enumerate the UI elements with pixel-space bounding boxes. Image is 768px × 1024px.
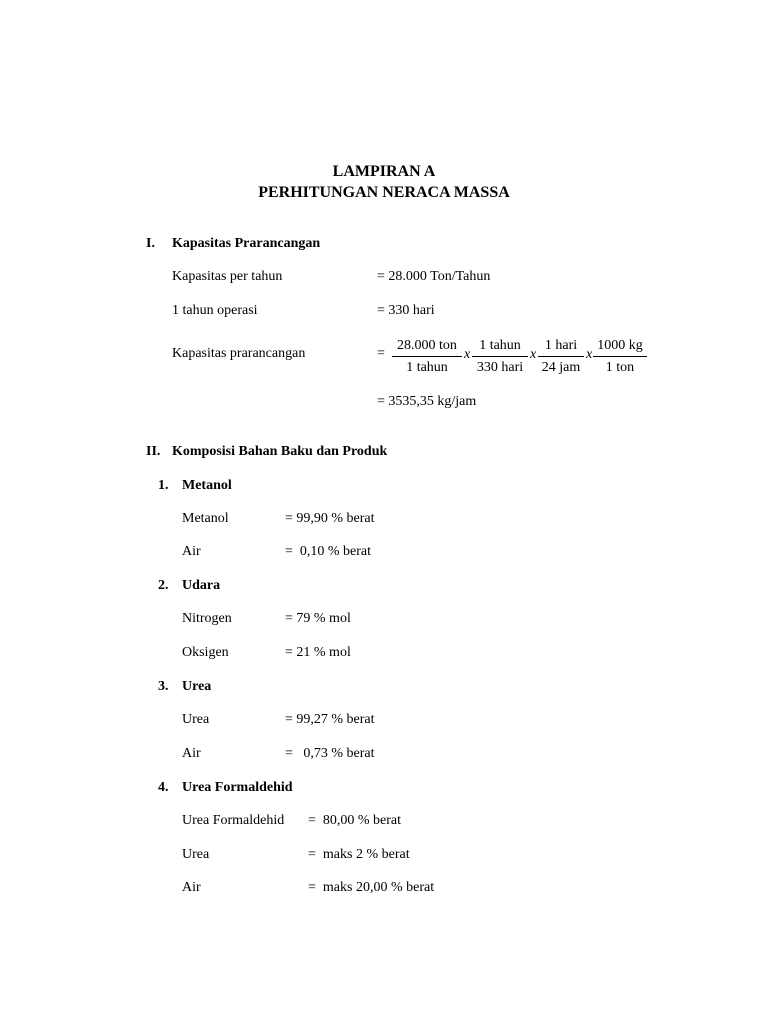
section1-number: I.	[146, 236, 155, 251]
group4-title: Urea Formaldehid	[182, 780, 293, 795]
fraction-2-denominator: 330 hari	[476, 360, 524, 375]
urea-air-label: Air	[182, 746, 201, 761]
times-sign-3: x	[586, 347, 593, 362]
times-sign-1: x	[464, 347, 471, 362]
capacity-per-year-value: = 28.000 Ton/Tahun	[377, 269, 491, 284]
nitrogen-value: = 79 % mol	[285, 611, 351, 626]
urea-formaldehid-value: = 80,00 % berat	[308, 813, 402, 828]
operation-year-label: 1 tahun operasi	[172, 303, 258, 318]
formula-equals: =	[377, 346, 385, 361]
urea-formaldehid-label: Urea Formaldehid	[182, 813, 285, 828]
section2-title: Komposisi Bahan Baku dan Produk	[172, 444, 388, 459]
capacity-per-year-label: Kapasitas per tahun	[172, 269, 283, 284]
fraction-3-denominator: 24 jam	[541, 360, 581, 375]
page-title-line2: PERHITUNGAN NERACA MASSA	[258, 184, 510, 201]
operation-year-value: = 330 hari	[377, 303, 435, 318]
group2-number: 2.	[158, 578, 169, 593]
design-capacity-label: Kapasitas prarancangan	[172, 346, 306, 361]
uf-air-label: Air	[182, 880, 201, 895]
group1-title: Metanol	[182, 478, 232, 493]
uf-air-value: = maks 20,00 % berat	[308, 880, 435, 895]
fraction-3	[538, 338, 584, 376]
urea-value: = 99,27 % berat	[285, 712, 375, 727]
metanol-label: Metanol	[182, 511, 229, 526]
metanol-air-value: = 0,10 % berat	[285, 544, 372, 559]
group4-number: 4.	[158, 780, 169, 795]
metanol-air-label: Air	[182, 544, 201, 559]
group3-title: Urea	[182, 679, 212, 694]
section2-number: II.	[146, 444, 161, 459]
fraction-1	[392, 338, 462, 376]
fraction-4-denominator: 1 ton	[605, 360, 635, 375]
urea-air-value: = 0,73 % berat	[285, 746, 375, 761]
fraction-4	[593, 338, 647, 376]
metanol-value: = 99,90 % berat	[285, 511, 375, 526]
fraction-4-numerator: 1000 kg	[593, 338, 647, 357]
group1-number: 1.	[158, 478, 169, 493]
times-sign-2: x	[530, 347, 537, 362]
fraction-2-numerator: 1 tahun	[472, 338, 528, 357]
fraction-1-denominator: 1 tahun	[406, 360, 448, 375]
urea-label: Urea	[182, 712, 210, 727]
uf-urea-value: = maks 2 % berat	[308, 847, 410, 862]
uf-urea-label: Urea	[182, 847, 210, 862]
group2-title: Udara	[182, 578, 221, 593]
nitrogen-label: Nitrogen	[182, 611, 232, 626]
fraction-2	[472, 338, 528, 376]
design-capacity-result: = 3535,35 kg/jam	[377, 394, 477, 409]
group3-number: 3.	[158, 679, 169, 694]
oksigen-label: Oksigen	[182, 645, 229, 660]
oksigen-value: = 21 % mol	[285, 645, 351, 660]
page-title-line1: LAMPIRAN A	[332, 163, 436, 180]
fraction-3-numerator: 1 hari	[538, 338, 584, 357]
section1-title: Kapasitas Prarancangan	[172, 236, 321, 251]
fraction-1-numerator: 28.000 ton	[392, 338, 462, 357]
